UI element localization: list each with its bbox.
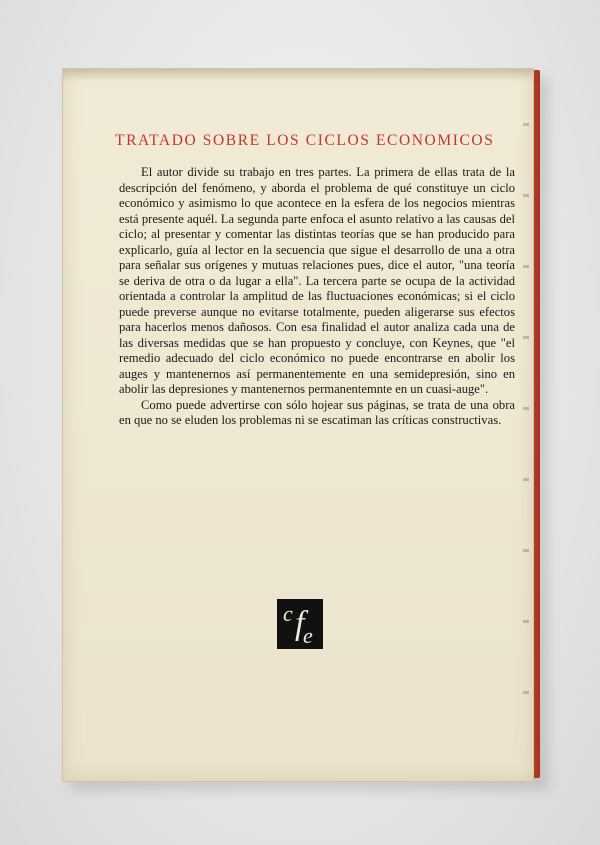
blurb-paragraph: El autor divide su trabajo en tres partes. La primera de ellas trata de la descripción del fenómeno, y aborda el problema de qué constituye un ciclo económico y asimismo lo que acontece en la esfera de los negocios mientras está presente aquél. La segunda parte enfoca el asunto relativo a las causas del ciclo; al presentar y comentar las distintas teorías que se han producido para explicarlo, guía al lector en la secuencia que sigue el desarrollo de una a otra para señalar sus orígenes y mutuas relaciones pues, dice el autor, "una teoría se deriva de otra o da lugar a ella". La tercera parte se ocupa de la actividad orientada a controlar la amplitud de las fluctuaciones económicas; si el ciclo puede preverse aunque no evitarse totalmente, pueden aligerarse sus efectos para hacerlos menos dañosos. Con esa finalidad el autor analiza cada una de las diversas medidas que se han propuesto y concluye, con Keynes, que "el remedio adecuado del ciclo económico no puede encontrarse en abolir los auges y mantenernos así permanentemente en una semidepresión, sino en abolir las depresiones y mantenernos permanentemnte en un cuasi-auge". <box>119 165 515 396</box>
logo-letter: e <box>303 623 313 648</box>
logo-letter: f <box>295 605 305 642</box>
publisher-logo <box>277 599 323 649</box>
blurb-text <box>119 165 515 429</box>
book-back-cover <box>62 68 534 782</box>
book-title: TRATADO SOBRE LOS CICLOS ECONOMICOS <box>115 132 495 149</box>
cover-edge-wear <box>523 89 529 761</box>
blurb-paragraph: Como puede advertirse con sólo hojear sus páginas, se trata de una obra en que no se eluden los problemas ni se escatiman las críticas constructivas. <box>119 397 515 427</box>
logo-letter: c <box>283 601 293 626</box>
